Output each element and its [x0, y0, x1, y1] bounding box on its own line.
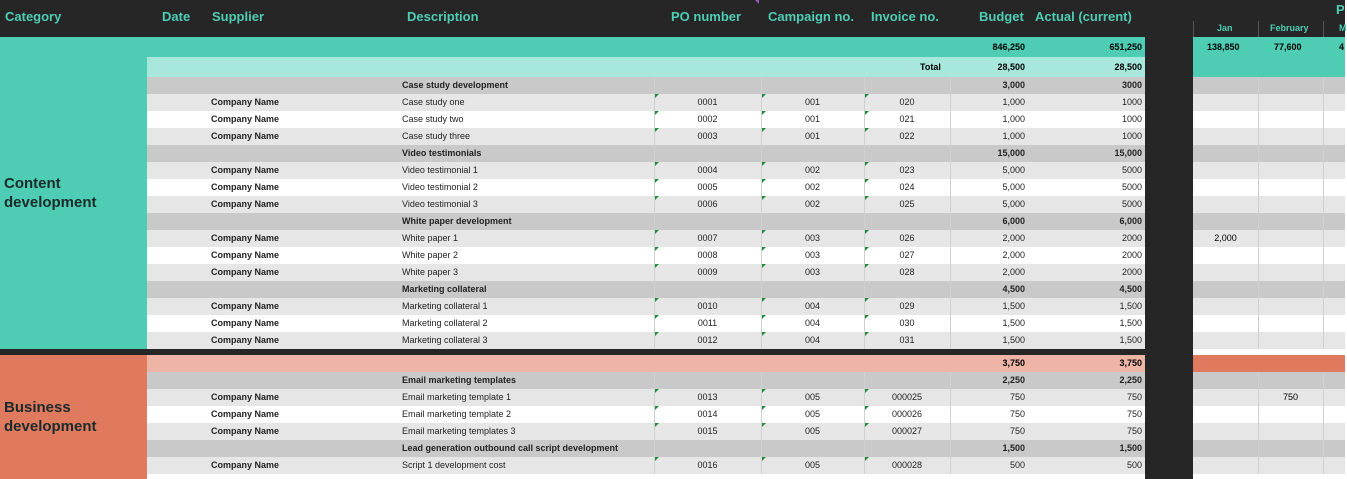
invoice-cell[interactable]: 000026 — [891, 409, 923, 419]
grid-line — [950, 111, 951, 128]
table-row[interactable] — [147, 94, 1145, 111]
grid-line — [1258, 128, 1259, 145]
campaign-cell[interactable]: 004 — [804, 335, 821, 345]
header-campaign-no[interactable]: Campaign no. — [768, 9, 854, 24]
description-cell[interactable]: Marketing collateral 2 — [402, 318, 488, 328]
budget-cell[interactable]: 5,000 — [1002, 165, 1025, 175]
group-header-row[interactable] — [147, 145, 1145, 162]
po-number-cell[interactable]: 0009 — [697, 267, 718, 277]
description-cell[interactable]: White paper 3 — [402, 267, 459, 277]
actual-cell[interactable]: 5000 — [1121, 199, 1142, 209]
group-title[interactable]: Email marketing templates — [402, 375, 517, 385]
grid-line — [1258, 372, 1259, 389]
campaign-cell[interactable]: 001 — [804, 97, 821, 107]
po-number-cell[interactable]: 0007 — [697, 233, 718, 243]
campaign-cell[interactable]: 005 — [804, 460, 821, 470]
campaign-cell[interactable]: 004 — [804, 318, 821, 328]
group-header-row[interactable] — [147, 77, 1145, 94]
grid-line — [950, 372, 951, 389]
month-cells[interactable] — [1193, 389, 1345, 406]
table-row[interactable] — [147, 406, 1145, 423]
actual-cell[interactable]: 2000 — [1121, 250, 1142, 260]
actual-cell[interactable]: 5000 — [1121, 165, 1142, 175]
budget-cell[interactable]: 2,000 — [1002, 267, 1025, 277]
description-cell[interactable]: Email marketing template 1 — [402, 392, 512, 402]
grid-line — [950, 213, 951, 230]
table-row[interactable] — [147, 179, 1145, 196]
grid-line — [1258, 162, 1259, 179]
po-number-cell[interactable]: 0013 — [697, 392, 718, 402]
month-cells[interactable] — [1193, 111, 1345, 128]
content-total-months — [1193, 57, 1345, 77]
grid-line — [1323, 128, 1324, 145]
campaign-cell[interactable]: 003 — [804, 233, 821, 243]
actual-cell[interactable]: 750 — [1126, 409, 1142, 419]
description-cell[interactable]: Email marketing template 2 — [402, 409, 512, 419]
month-cells[interactable] — [1193, 128, 1345, 145]
grid-line — [1323, 264, 1324, 281]
grid-line — [1323, 230, 1324, 247]
invoice-cell[interactable]: 021 — [899, 114, 915, 124]
group-budget[interactable]: 3,000 — [1002, 80, 1025, 90]
grid-line — [1323, 389, 1324, 406]
grid-line — [1323, 298, 1324, 315]
grid-line — [1258, 230, 1259, 247]
month-divider — [1193, 21, 1194, 37]
header-supplier[interactable]: Supplier — [212, 9, 265, 24]
grid-line — [1323, 77, 1324, 94]
supplier-cell[interactable]: Company Name — [211, 267, 280, 277]
grid-line — [864, 77, 865, 94]
invoice-cell[interactable]: 026 — [899, 233, 915, 243]
group-budget[interactable]: 6,000 — [1002, 216, 1025, 226]
header-actual[interactable]: Actual (current) — [1035, 9, 1132, 24]
group-header-row[interactable] — [147, 372, 1145, 389]
grid-line — [1323, 179, 1324, 196]
grid-line — [864, 372, 865, 389]
month-cells[interactable] — [1193, 264, 1345, 281]
summary-months — [1193, 37, 1345, 57]
category-content-development[interactable] — [0, 37, 147, 349]
grid-line — [1258, 423, 1259, 440]
comment-indicator — [755, 0, 759, 4]
table-row[interactable] — [147, 332, 1145, 349]
grid-line — [950, 264, 951, 281]
po-number-cell[interactable]: 0002 — [697, 114, 718, 124]
month-cells[interactable] — [1193, 162, 1345, 179]
supplier-cell[interactable]: Company Name — [211, 199, 280, 209]
budget-cell[interactable]: 1,000 — [1002, 97, 1025, 107]
grid-line — [1323, 457, 1324, 474]
po-number-cell[interactable]: 0005 — [697, 182, 718, 192]
category-label: Business development — [4, 399, 97, 435]
budget-cell[interactable]: 750 — [1009, 392, 1025, 402]
campaign-cell[interactable]: 002 — [804, 165, 821, 175]
grid-line — [654, 77, 655, 94]
campaign-cell[interactable]: 004 — [804, 301, 821, 311]
month-jan-cell[interactable]: 2,000 — [1214, 233, 1237, 243]
supplier-cell[interactable]: Company Name — [211, 131, 280, 141]
po-number-cell[interactable]: 0012 — [697, 335, 718, 345]
po-number-cell[interactable]: 0006 — [697, 199, 718, 209]
content-total-budget[interactable]: 28,500 — [997, 62, 1025, 72]
grid-line — [1323, 281, 1324, 298]
grid-line — [1258, 213, 1259, 230]
grid-line — [1258, 315, 1259, 332]
month-cells[interactable] — [1193, 247, 1345, 264]
invoice-cell[interactable]: 025 — [899, 199, 915, 209]
column-header-bar — [0, 0, 1345, 37]
business-total-months — [1193, 355, 1345, 372]
month-cells[interactable] — [1193, 298, 1345, 315]
grid-line — [1323, 315, 1324, 332]
actual-cell[interactable]: 5000 — [1121, 182, 1142, 192]
campaign-cell[interactable]: 001 — [804, 114, 821, 124]
header-budget[interactable]: Budget — [979, 9, 1024, 24]
invoice-cell[interactable]: 000028 — [891, 460, 923, 470]
summary-actual[interactable]: 651,250 — [1109, 42, 1142, 52]
description-cell[interactable]: White paper 2 — [402, 250, 459, 260]
business-total-row — [147, 355, 1145, 372]
grid-line — [950, 77, 951, 94]
group-header-row[interactable] — [147, 213, 1145, 230]
description-cell[interactable]: Marketing collateral 3 — [402, 335, 488, 345]
grid-line — [1258, 264, 1259, 281]
group-budget[interactable]: 4,500 — [1002, 284, 1025, 294]
actual-cell[interactable]: 1000 — [1121, 97, 1142, 107]
actual-cell[interactable]: 1000 — [1121, 114, 1142, 124]
budget-cell[interactable]: 1,500 — [1002, 301, 1025, 311]
campaign-cell[interactable]: 005 — [804, 426, 821, 436]
invoice-cell[interactable]: 030 — [899, 318, 915, 328]
month-divider — [1323, 21, 1324, 37]
month-cells[interactable] — [1193, 179, 1345, 196]
group-actual[interactable]: 15,000 — [1114, 148, 1142, 158]
actual-cell[interactable]: 1,500 — [1119, 301, 1142, 311]
actual-cell[interactable]: 2000 — [1121, 267, 1142, 277]
supplier-cell[interactable]: Company Name — [211, 426, 280, 436]
grid-line — [1323, 94, 1324, 111]
description-cell[interactable]: Case study two — [402, 114, 464, 124]
month-cells[interactable] — [1193, 423, 1345, 440]
grid-line — [950, 145, 951, 162]
month-feb-cell[interactable]: 750 — [1282, 392, 1299, 402]
grid-line — [950, 179, 951, 196]
grid-line — [761, 372, 762, 389]
group-actual[interactable]: 4,500 — [1119, 284, 1142, 294]
grid-line — [654, 372, 655, 389]
total-label: Total — [920, 62, 941, 72]
summary-budget[interactable]: 846,250 — [992, 42, 1025, 52]
group-header-row[interactable] — [147, 440, 1145, 457]
header-po-number[interactable]: PO number — [671, 9, 742, 24]
supplier-cell[interactable]: Company Name — [211, 233, 280, 243]
table-row[interactable] — [147, 457, 1145, 474]
table-row[interactable] — [147, 264, 1145, 281]
grid-line — [1323, 247, 1324, 264]
group-actual[interactable]: 3000 — [1121, 80, 1142, 90]
summary-jan[interactable]: 138,850 — [1207, 42, 1240, 52]
grid-line — [1258, 298, 1259, 315]
actual-cell[interactable]: 1000 — [1121, 131, 1142, 141]
grid-line — [1258, 94, 1259, 111]
supplier-cell[interactable]: Company Name — [211, 335, 280, 345]
budget-cell[interactable]: 1,500 — [1002, 318, 1025, 328]
content-total-actual[interactable]: 28,500 — [1114, 62, 1142, 72]
table-row[interactable] — [147, 315, 1145, 332]
grid-line — [1258, 179, 1259, 196]
business-total-budget[interactable]: 3,750 — [1002, 358, 1025, 368]
budget-cell[interactable]: 500 — [1009, 460, 1025, 470]
category-business-development[interactable] — [0, 355, 147, 479]
grid-line — [761, 213, 762, 230]
grid-line — [1323, 111, 1324, 128]
group-header-row[interactable] — [147, 281, 1145, 298]
grid-line — [864, 281, 865, 298]
budget-cell[interactable]: 750 — [1009, 426, 1025, 436]
grid-line — [1258, 77, 1259, 94]
campaign-cell[interactable]: 005 — [804, 392, 821, 402]
content-total-row — [147, 57, 1145, 77]
category-label: Content development — [4, 175, 97, 211]
grid-line — [950, 162, 951, 179]
po-number-cell[interactable]: 0003 — [697, 131, 718, 141]
month-cells[interactable] — [1193, 281, 1345, 298]
grid-line — [1258, 196, 1259, 213]
invoice-cell[interactable]: 000027 — [891, 426, 923, 436]
group-budget[interactable]: 2,250 — [1002, 375, 1025, 385]
month-cells[interactable] — [1193, 213, 1345, 230]
grid-line — [1258, 247, 1259, 264]
po-number-cell[interactable]: 0004 — [697, 165, 718, 175]
description-cell[interactable]: Case study one — [402, 97, 465, 107]
actual-cell[interactable]: 750 — [1126, 426, 1142, 436]
grid-line — [950, 281, 951, 298]
grid-line — [654, 145, 655, 162]
actual-cell[interactable]: 500 — [1126, 460, 1142, 470]
month-cells[interactable] — [1193, 332, 1345, 349]
supplier-cell[interactable]: Company Name — [211, 318, 280, 328]
campaign-cell[interactable]: 002 — [804, 199, 821, 209]
month-cells[interactable] — [1193, 196, 1345, 213]
description-cell[interactable]: Video testimonial 1 — [402, 165, 478, 175]
table-row[interactable] — [147, 128, 1145, 145]
table-row[interactable] — [147, 389, 1145, 406]
invoice-cell[interactable]: 024 — [899, 182, 915, 192]
grid-line — [950, 440, 951, 457]
summary-feb[interactable]: 77,600 — [1274, 42, 1302, 52]
invoice-cell[interactable]: 028 — [899, 267, 915, 277]
grid-line — [1258, 281, 1259, 298]
grid-line — [950, 315, 951, 332]
campaign-cell[interactable]: 003 — [804, 250, 821, 260]
grid-line — [950, 247, 951, 264]
budget-cell[interactable]: 1,500 — [1002, 335, 1025, 345]
month-cells[interactable] — [1193, 406, 1345, 423]
month-cells[interactable] — [1193, 145, 1345, 162]
po-number-cell[interactable]: 0010 — [697, 301, 718, 311]
po-number-cell[interactable]: 0016 — [697, 460, 718, 470]
grid-line — [950, 423, 951, 440]
header-month-feb[interactable]: Februarу — [1270, 23, 1309, 33]
group-title[interactable]: Marketing collateral — [402, 284, 487, 294]
campaign-cell[interactable]: 003 — [804, 267, 821, 277]
description-cell[interactable]: White paper 1 — [402, 233, 459, 243]
summary-row — [147, 37, 1145, 57]
group-budget[interactable]: 1,500 — [1002, 443, 1025, 453]
grid-line — [864, 145, 865, 162]
description-cell[interactable]: Case study three — [402, 131, 471, 141]
grid-line — [761, 145, 762, 162]
grid-line — [864, 213, 865, 230]
actual-cell[interactable]: 1,500 — [1119, 335, 1142, 345]
header-month-jan[interactable]: Jan — [1217, 23, 1233, 33]
grid-line — [761, 281, 762, 298]
month-cells[interactable] — [1193, 440, 1345, 457]
group-actual[interactable]: 2,250 — [1119, 375, 1142, 385]
invoice-cell[interactable]: 031 — [899, 335, 915, 345]
header-months-title: P — [1336, 2, 1345, 17]
budget-cell[interactable]: 750 — [1009, 409, 1025, 419]
description-cell[interactable]: Video testimonial 2 — [402, 182, 478, 192]
group-budget[interactable]: 15,000 — [997, 148, 1025, 158]
table-row[interactable] — [147, 298, 1145, 315]
description-cell[interactable]: Marketing collateral 1 — [402, 301, 488, 311]
summary-mar[interactable]: 4 — [1339, 42, 1345, 52]
invoice-cell[interactable]: 027 — [899, 250, 915, 260]
grid-line — [761, 440, 762, 457]
campaign-cell[interactable]: 005 — [804, 409, 821, 419]
invoice-cell[interactable]: 029 — [899, 301, 915, 311]
description-cell[interactable]: Video testimonial 3 — [402, 199, 478, 209]
grid-line — [950, 128, 951, 145]
budget-cell[interactable]: 2,000 — [1002, 250, 1025, 260]
po-number-cell[interactable]: 0014 — [697, 409, 718, 419]
supplier-cell[interactable]: Company Name — [211, 460, 280, 470]
budget-cell[interactable]: 1,000 — [1002, 114, 1025, 124]
supplier-cell[interactable]: Company Name — [211, 392, 280, 402]
month-cells[interactable] — [1193, 315, 1345, 332]
grid-line — [761, 77, 762, 94]
header-month-mar[interactable]: M — [1339, 23, 1347, 33]
grid-line — [950, 389, 951, 406]
po-number-cell[interactable]: 0008 — [697, 250, 718, 260]
grid-line — [1258, 457, 1259, 474]
invoice-cell[interactable]: 023 — [899, 165, 915, 175]
grid-line — [1323, 440, 1324, 457]
grid-line — [950, 196, 951, 213]
group-title[interactable]: Video testimonials — [402, 148, 482, 158]
grid-line — [950, 230, 951, 247]
grid-line — [1323, 213, 1324, 230]
group-actual[interactable]: 6,000 — [1119, 216, 1142, 226]
supplier-cell[interactable]: Company Name — [211, 114, 280, 124]
table-row[interactable] — [147, 423, 1145, 440]
grid-line — [950, 457, 951, 474]
table-row[interactable] — [147, 162, 1145, 179]
campaign-cell[interactable]: 002 — [804, 182, 821, 192]
grid-line — [950, 298, 951, 315]
month-cells[interactable] — [1193, 77, 1345, 94]
group-title[interactable]: Case study development — [402, 80, 509, 90]
campaign-cell[interactable]: 001 — [804, 131, 821, 141]
supplier-cell[interactable]: Company Name — [211, 182, 280, 192]
po-number-cell[interactable]: 0011 — [697, 318, 718, 328]
grid-line — [1323, 196, 1324, 213]
supplier-cell[interactable]: Company Name — [211, 250, 280, 260]
invoice-cell[interactable]: 000025 — [891, 392, 923, 402]
table-row[interactable] — [147, 230, 1145, 247]
budget-cell[interactable]: 1,000 — [1002, 131, 1025, 141]
invoice-cell[interactable]: 020 — [899, 97, 915, 107]
grid-line — [654, 440, 655, 457]
grid-line — [1323, 406, 1324, 423]
header-invoice-no[interactable]: Invoice no. — [871, 9, 939, 24]
grid-line — [950, 94, 951, 111]
grid-line — [950, 406, 951, 423]
table-row[interactable] — [147, 196, 1145, 213]
grid-line — [1258, 440, 1259, 457]
invoice-cell[interactable]: 022 — [899, 131, 915, 141]
group-title[interactable]: White paper development — [402, 216, 512, 226]
header-description[interactable]: Description — [407, 9, 479, 24]
description-cell[interactable]: Script 1 development cost — [402, 460, 506, 470]
budget-cell[interactable]: 2,000 — [1002, 233, 1025, 243]
grid-line — [654, 213, 655, 230]
grid-line — [1258, 406, 1259, 423]
supplier-cell[interactable]: Company Name — [211, 409, 280, 419]
separator-column — [1145, 37, 1193, 479]
description-cell[interactable]: Email marketing templates 3 — [402, 426, 516, 436]
month-cells[interactable] — [1193, 457, 1345, 474]
grid-line — [1323, 423, 1324, 440]
budget-cell[interactable]: 5,000 — [1002, 182, 1025, 192]
grid-line — [1258, 111, 1259, 128]
actual-cell[interactable]: 1,500 — [1119, 318, 1142, 328]
business-total-actual[interactable]: 3,750 — [1119, 358, 1142, 368]
grid-line — [1323, 145, 1324, 162]
grid-line — [1258, 145, 1259, 162]
table-row[interactable] — [147, 247, 1145, 264]
header-category[interactable]: Category — [5, 9, 62, 24]
supplier-cell[interactable]: Company Name — [211, 165, 280, 175]
grid-line — [1258, 332, 1259, 349]
month-divider — [1258, 21, 1259, 37]
po-number-cell[interactable]: 0001 — [697, 97, 718, 107]
grid-line — [950, 332, 951, 349]
grid-line — [1323, 332, 1324, 349]
group-actual[interactable]: 1,500 — [1119, 443, 1142, 453]
budget-cell[interactable]: 5,000 — [1002, 199, 1025, 209]
month-cells[interactable] — [1193, 372, 1345, 389]
grid-line — [654, 281, 655, 298]
month-cells[interactable] — [1193, 230, 1345, 247]
supplier-cell[interactable]: Company Name — [211, 301, 280, 311]
grid-line — [864, 440, 865, 457]
grid-line — [1323, 372, 1324, 389]
table-row[interactable] — [147, 111, 1145, 128]
actual-cell[interactable]: 750 — [1126, 392, 1142, 402]
month-cells[interactable] — [1193, 94, 1345, 111]
group-title[interactable]: Lead generation outbound call script development — [402, 443, 619, 453]
header-date[interactable]: Date — [162, 9, 191, 24]
grid-line — [1323, 162, 1324, 179]
actual-cell[interactable]: 2000 — [1121, 233, 1142, 243]
supplier-cell[interactable]: Company Name — [211, 97, 280, 107]
po-number-cell[interactable]: 0015 — [697, 426, 718, 436]
